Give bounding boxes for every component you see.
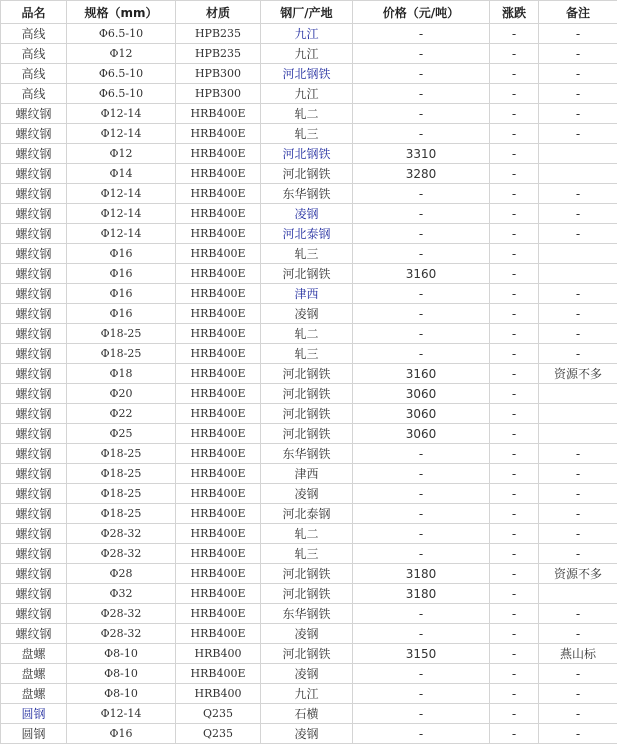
cell-spec: Φ18-25 (67, 464, 176, 484)
cell-material: HRB400E (176, 524, 261, 544)
cell-mill: 凌钢 (261, 624, 353, 644)
cell-price: 3180 (353, 584, 490, 604)
cell-product: 盘螺 (1, 664, 67, 684)
cell-price: - (353, 44, 490, 64)
cell-remark: - (539, 224, 617, 244)
cell-change: - (490, 524, 539, 544)
table-row (1, 84, 617, 104)
header-price: 价格（元/吨） (353, 1, 490, 24)
cell-change: - (490, 244, 539, 264)
cell-price: - (353, 704, 490, 724)
cell-price: - (353, 304, 490, 324)
table-row (1, 684, 617, 704)
cell-price: - (353, 464, 490, 484)
cell-product: 盘螺 (1, 644, 67, 664)
cell-spec: Φ12-14 (67, 704, 176, 724)
cell-mill: 凌钢 (261, 484, 353, 504)
cell-change: - (490, 464, 539, 484)
cell-remark: - (539, 124, 617, 144)
table-row (1, 44, 617, 64)
cell-mill: 东华钢铁 (261, 444, 353, 464)
cell-price: 3160 (353, 364, 490, 384)
cell-material: HRB400E (176, 304, 261, 324)
cell-remark (539, 164, 617, 184)
cell-material: HRB400E (176, 664, 261, 684)
header-change: 涨跌 (490, 1, 539, 24)
cell-spec: Φ20 (67, 384, 176, 404)
cell-spec: Φ16 (67, 724, 176, 744)
cell-mill[interactable]: 津西 (261, 284, 353, 304)
table-row (1, 604, 617, 624)
cell-remark: - (539, 604, 617, 624)
header-row (1, 1, 617, 24)
cell-remark: - (539, 444, 617, 464)
table-row (1, 564, 617, 584)
cell-remark: - (539, 464, 617, 484)
cell-material: HRB400E (176, 124, 261, 144)
cell-spec: Φ25 (67, 424, 176, 444)
cell-spec: Φ18-25 (67, 444, 176, 464)
cell-price: 3060 (353, 424, 490, 444)
cell-change: - (490, 624, 539, 644)
cell-price: - (353, 284, 490, 304)
cell-product: 螺纹钢 (1, 344, 67, 364)
table-row (1, 724, 617, 744)
cell-mill: 东华钢铁 (261, 184, 353, 204)
cell-price: - (353, 24, 490, 44)
cell-product: 螺纹钢 (1, 564, 67, 584)
table-row (1, 264, 617, 284)
cell-remark: - (539, 484, 617, 504)
table-row (1, 584, 617, 604)
cell-product: 螺纹钢 (1, 264, 67, 284)
cell-mill: 轧三 (261, 344, 353, 364)
header-remark: 备注 (539, 1, 617, 24)
cell-remark: - (539, 324, 617, 344)
cell-change: - (490, 364, 539, 384)
cell-material: HRB400E (176, 484, 261, 504)
cell-change: - (490, 644, 539, 664)
cell-remark: 燕山标 (539, 644, 617, 664)
cell-spec: Φ14 (67, 164, 176, 184)
cell-remark: 资源不多 (539, 364, 617, 384)
cell-material: HRB400E (176, 464, 261, 484)
table-row (1, 104, 617, 124)
cell-spec: Φ6.5-10 (67, 64, 176, 84)
cell-price: 3280 (353, 164, 490, 184)
cell-material: HRB400E (176, 324, 261, 344)
cell-mill: 河北钢铁 (261, 644, 353, 664)
cell-product: 螺纹钢 (1, 504, 67, 524)
cell-spec: Φ8-10 (67, 684, 176, 704)
cell-product: 螺纹钢 (1, 284, 67, 304)
header-product: 品名 (1, 1, 67, 24)
cell-product: 高线 (1, 24, 67, 44)
cell-mill[interactable]: 河北泰钢 (261, 224, 353, 244)
cell-price: - (353, 224, 490, 244)
table-row (1, 404, 617, 424)
cell-mill: 九江 (261, 684, 353, 704)
cell-remark: - (539, 664, 617, 684)
cell-spec: Φ12-14 (67, 204, 176, 224)
cell-remark: - (539, 24, 617, 44)
cell-material: HRB400E (176, 284, 261, 304)
cell-mill: 河北钢铁 (261, 564, 353, 584)
cell-material: HPB235 (176, 24, 261, 44)
cell-remark: - (539, 184, 617, 204)
cell-spec: Φ12 (67, 144, 176, 164)
cell-product: 螺纹钢 (1, 244, 67, 264)
cell-spec: Φ18-25 (67, 504, 176, 524)
cell-price: - (353, 324, 490, 344)
cell-product: 螺纹钢 (1, 364, 67, 384)
cell-change: - (490, 504, 539, 524)
table-row (1, 484, 617, 504)
table-row (1, 504, 617, 524)
table-row (1, 464, 617, 484)
cell-price: - (353, 544, 490, 564)
cell-price: - (353, 204, 490, 224)
cell-product: 螺纹钢 (1, 624, 67, 644)
cell-change: - (490, 724, 539, 744)
cell-spec: Φ16 (67, 304, 176, 324)
cell-remark: - (539, 84, 617, 104)
cell-price: - (353, 684, 490, 704)
cell-remark: - (539, 504, 617, 524)
cell-price: 3160 (353, 264, 490, 284)
cell-change: - (490, 44, 539, 64)
cell-material: HRB400E (176, 404, 261, 424)
cell-mill: 九江 (261, 84, 353, 104)
cell-change: - (490, 424, 539, 444)
cell-remark (539, 424, 617, 444)
cell-mill: 河北钢铁 (261, 364, 353, 384)
header-spec: 规格（mm） (67, 1, 176, 24)
cell-price: 3060 (353, 404, 490, 424)
cell-spec: Φ28-32 (67, 624, 176, 644)
cell-change: - (490, 544, 539, 564)
table-row (1, 384, 617, 404)
cell-product: 螺纹钢 (1, 164, 67, 184)
header-material: 材质 (176, 1, 261, 24)
cell-remark: - (539, 304, 617, 324)
cell-mill: 河北钢铁 (261, 424, 353, 444)
cell-spec: Φ28-32 (67, 544, 176, 564)
cell-change: - (490, 444, 539, 464)
table-row (1, 524, 617, 544)
cell-mill: 河北泰钢 (261, 504, 353, 524)
cell-spec: Φ18 (67, 364, 176, 384)
cell-product: 圆钢 (1, 724, 67, 744)
cell-price: - (353, 244, 490, 264)
cell-product: 螺纹钢 (1, 524, 67, 544)
cell-material: Q235 (176, 704, 261, 724)
cell-price: - (353, 124, 490, 144)
table-row (1, 284, 617, 304)
cell-change: - (490, 684, 539, 704)
cell-product: 螺纹钢 (1, 584, 67, 604)
cell-material: Q235 (176, 724, 261, 744)
cell-mill: 河北钢铁 (261, 584, 353, 604)
cell-mill: 轧二 (261, 524, 353, 544)
cell-mill: 东华钢铁 (261, 604, 353, 624)
cell-change: - (490, 304, 539, 324)
cell-product: 螺纹钢 (1, 444, 67, 464)
header-mill[interactable]: 钢厂/产地 (261, 1, 353, 24)
cell-mill: 河北钢铁 (261, 164, 353, 184)
cell-price: - (353, 664, 490, 684)
cell-price: - (353, 84, 490, 104)
cell-product: 螺纹钢 (1, 184, 67, 204)
cell-change: - (490, 164, 539, 184)
cell-change: - (490, 564, 539, 584)
cell-material: HRB400E (176, 224, 261, 244)
cell-material: HRB400E (176, 144, 261, 164)
cell-remark (539, 404, 617, 424)
cell-price: 3310 (353, 144, 490, 164)
cell-material: HPB235 (176, 44, 261, 64)
cell-material: HRB400E (176, 184, 261, 204)
table-row (1, 64, 617, 84)
cell-product: 螺纹钢 (1, 484, 67, 504)
cell-material: HRB400E (176, 244, 261, 264)
cell-product: 螺纹钢 (1, 604, 67, 624)
cell-product: 螺纹钢 (1, 204, 67, 224)
cell-spec: Φ6.5-10 (67, 84, 176, 104)
cell-spec: Φ6.5-10 (67, 24, 176, 44)
cell-spec: Φ16 (67, 244, 176, 264)
cell-change: - (490, 24, 539, 44)
cell-mill: 轧二 (261, 324, 353, 344)
cell-mill: 凌钢 (261, 304, 353, 324)
cell-remark (539, 584, 617, 604)
cell-material: HRB400 (176, 644, 261, 664)
cell-price: - (353, 444, 490, 464)
cell-price: - (353, 604, 490, 624)
table-row (1, 444, 617, 464)
cell-change: - (490, 324, 539, 344)
cell-remark: - (539, 104, 617, 124)
cell-mill[interactable]: 河北钢铁 (261, 144, 353, 164)
cell-price: 3150 (353, 644, 490, 664)
cell-change: - (490, 64, 539, 84)
cell-spec: Φ16 (67, 264, 176, 284)
cell-remark: - (539, 704, 617, 724)
cell-material: HRB400E (176, 204, 261, 224)
cell-material: HRB400E (176, 444, 261, 464)
cell-spec: Φ22 (67, 404, 176, 424)
cell-remark: - (539, 64, 617, 84)
cell-spec: Φ12-14 (67, 224, 176, 244)
cell-price: - (353, 344, 490, 364)
cell-remark: - (539, 544, 617, 564)
cell-change: - (490, 84, 539, 104)
cell-remark: 资源不多 (539, 564, 617, 584)
cell-mill: 凌钢 (261, 664, 353, 684)
cell-spec: Φ18-25 (67, 324, 176, 344)
cell-price: - (353, 524, 490, 544)
cell-change: - (490, 584, 539, 604)
table-row (1, 124, 617, 144)
cell-change: - (490, 404, 539, 424)
cell-price: - (353, 624, 490, 644)
table-row (1, 364, 617, 384)
table-row (1, 204, 617, 224)
cell-change: - (490, 124, 539, 144)
cell-product: 高线 (1, 64, 67, 84)
cell-mill[interactable]: 九江 (261, 24, 353, 44)
cell-remark: - (539, 524, 617, 544)
cell-material: HRB400E (176, 424, 261, 444)
cell-product: 螺纹钢 (1, 544, 67, 564)
cell-change: - (490, 264, 539, 284)
cell-material: HRB400E (176, 504, 261, 524)
cell-remark (539, 244, 617, 264)
cell-price: - (353, 184, 490, 204)
cell-product: 螺纹钢 (1, 224, 67, 244)
cell-mill[interactable]: 凌钢 (261, 204, 353, 224)
cell-price: - (353, 104, 490, 124)
cell-price: - (353, 484, 490, 504)
cell-mill: 石横 (261, 704, 353, 724)
cell-product: 盘螺 (1, 684, 67, 704)
table-body (1, 24, 617, 744)
cell-material: HRB400E (176, 584, 261, 604)
cell-material: HRB400E (176, 104, 261, 124)
cell-product: 螺纹钢 (1, 124, 67, 144)
cell-change: - (490, 384, 539, 404)
cell-spec: Φ18-25 (67, 484, 176, 504)
table-row (1, 644, 617, 664)
cell-change: - (490, 344, 539, 364)
cell-remark: - (539, 284, 617, 304)
cell-spec: Φ32 (67, 584, 176, 604)
cell-spec: Φ12-14 (67, 124, 176, 144)
cell-mill: 河北钢铁 (261, 264, 353, 284)
cell-product: 螺纹钢 (1, 464, 67, 484)
table-row (1, 424, 617, 444)
cell-product: 螺纹钢 (1, 304, 67, 324)
cell-spec: Φ12-14 (67, 104, 176, 124)
table-row (1, 24, 617, 44)
cell-material: HPB300 (176, 84, 261, 104)
cell-spec: Φ12-14 (67, 184, 176, 204)
cell-price: - (353, 504, 490, 524)
table-row (1, 324, 617, 344)
cell-change: - (490, 704, 539, 724)
cell-spec: Φ12 (67, 44, 176, 64)
table-row (1, 664, 617, 684)
cell-material: HRB400E (176, 544, 261, 564)
cell-product: 高线 (1, 84, 67, 104)
table-row (1, 164, 617, 184)
cell-mill: 轧二 (261, 104, 353, 124)
table-row (1, 144, 617, 164)
cell-spec: Φ28 (67, 564, 176, 584)
cell-price: 3060 (353, 384, 490, 404)
cell-material: HRB400E (176, 364, 261, 384)
cell-product: 螺纹钢 (1, 384, 67, 404)
table-row (1, 184, 617, 204)
cell-spec: Φ18-25 (67, 344, 176, 364)
cell-remark: - (539, 624, 617, 644)
cell-change: - (490, 184, 539, 204)
table-row (1, 704, 617, 724)
cell-remark: - (539, 204, 617, 224)
cell-material: HRB400E (176, 344, 261, 364)
cell-remark: - (539, 44, 617, 64)
cell-remark: - (539, 684, 617, 704)
cell-change: - (490, 144, 539, 164)
cell-mill: 河北钢铁 (261, 404, 353, 424)
cell-price: - (353, 724, 490, 744)
cell-price: 3180 (353, 564, 490, 584)
cell-change: - (490, 664, 539, 684)
cell-mill: 九江 (261, 44, 353, 64)
cell-material: HRB400E (176, 384, 261, 404)
cell-remark: - (539, 344, 617, 364)
cell-mill: 河北钢铁 (261, 384, 353, 404)
cell-change: - (490, 484, 539, 504)
cell-change: - (490, 604, 539, 624)
table-row (1, 344, 617, 364)
cell-material: HRB400E (176, 264, 261, 284)
cell-price: - (353, 64, 490, 84)
cell-remark (539, 384, 617, 404)
cell-product: 螺纹钢 (1, 404, 67, 424)
table-row (1, 224, 617, 244)
cell-mill: 津西 (261, 464, 353, 484)
cell-change: - (490, 104, 539, 124)
cell-product: 螺纹钢 (1, 104, 67, 124)
cell-mill: 轧三 (261, 124, 353, 144)
cell-change: - (490, 204, 539, 224)
cell-product: 螺纹钢 (1, 424, 67, 444)
cell-change: - (490, 284, 539, 304)
cell-material: HRB400 (176, 684, 261, 704)
cell-material: HRB400E (176, 624, 261, 644)
cell-material: HRB400E (176, 164, 261, 184)
cell-spec: Φ16 (67, 284, 176, 304)
cell-mill: 凌钢 (261, 724, 353, 744)
table-row (1, 544, 617, 564)
table-row (1, 304, 617, 324)
cell-remark: - (539, 724, 617, 744)
cell-material: HPB300 (176, 64, 261, 84)
cell-remark (539, 144, 617, 164)
cell-spec: Φ8-10 (67, 644, 176, 664)
cell-product: 螺纹钢 (1, 324, 67, 344)
table-row (1, 244, 617, 264)
cell-spec: Φ28-32 (67, 604, 176, 624)
cell-spec: Φ28-32 (67, 524, 176, 544)
table-row (1, 624, 617, 644)
cell-product: 高线 (1, 44, 67, 64)
cell-mill: 轧三 (261, 244, 353, 264)
cell-change: - (490, 224, 539, 244)
cell-mill[interactable]: 河北钢铁 (261, 64, 353, 84)
cell-material: HRB400E (176, 564, 261, 584)
cell-spec: Φ8-10 (67, 664, 176, 684)
cell-remark (539, 264, 617, 284)
cell-mill: 轧三 (261, 544, 353, 564)
cell-material: HRB400E (176, 604, 261, 624)
cell-product: 螺纹钢 (1, 144, 67, 164)
cell-product[interactable]: 圆钢 (1, 704, 67, 724)
